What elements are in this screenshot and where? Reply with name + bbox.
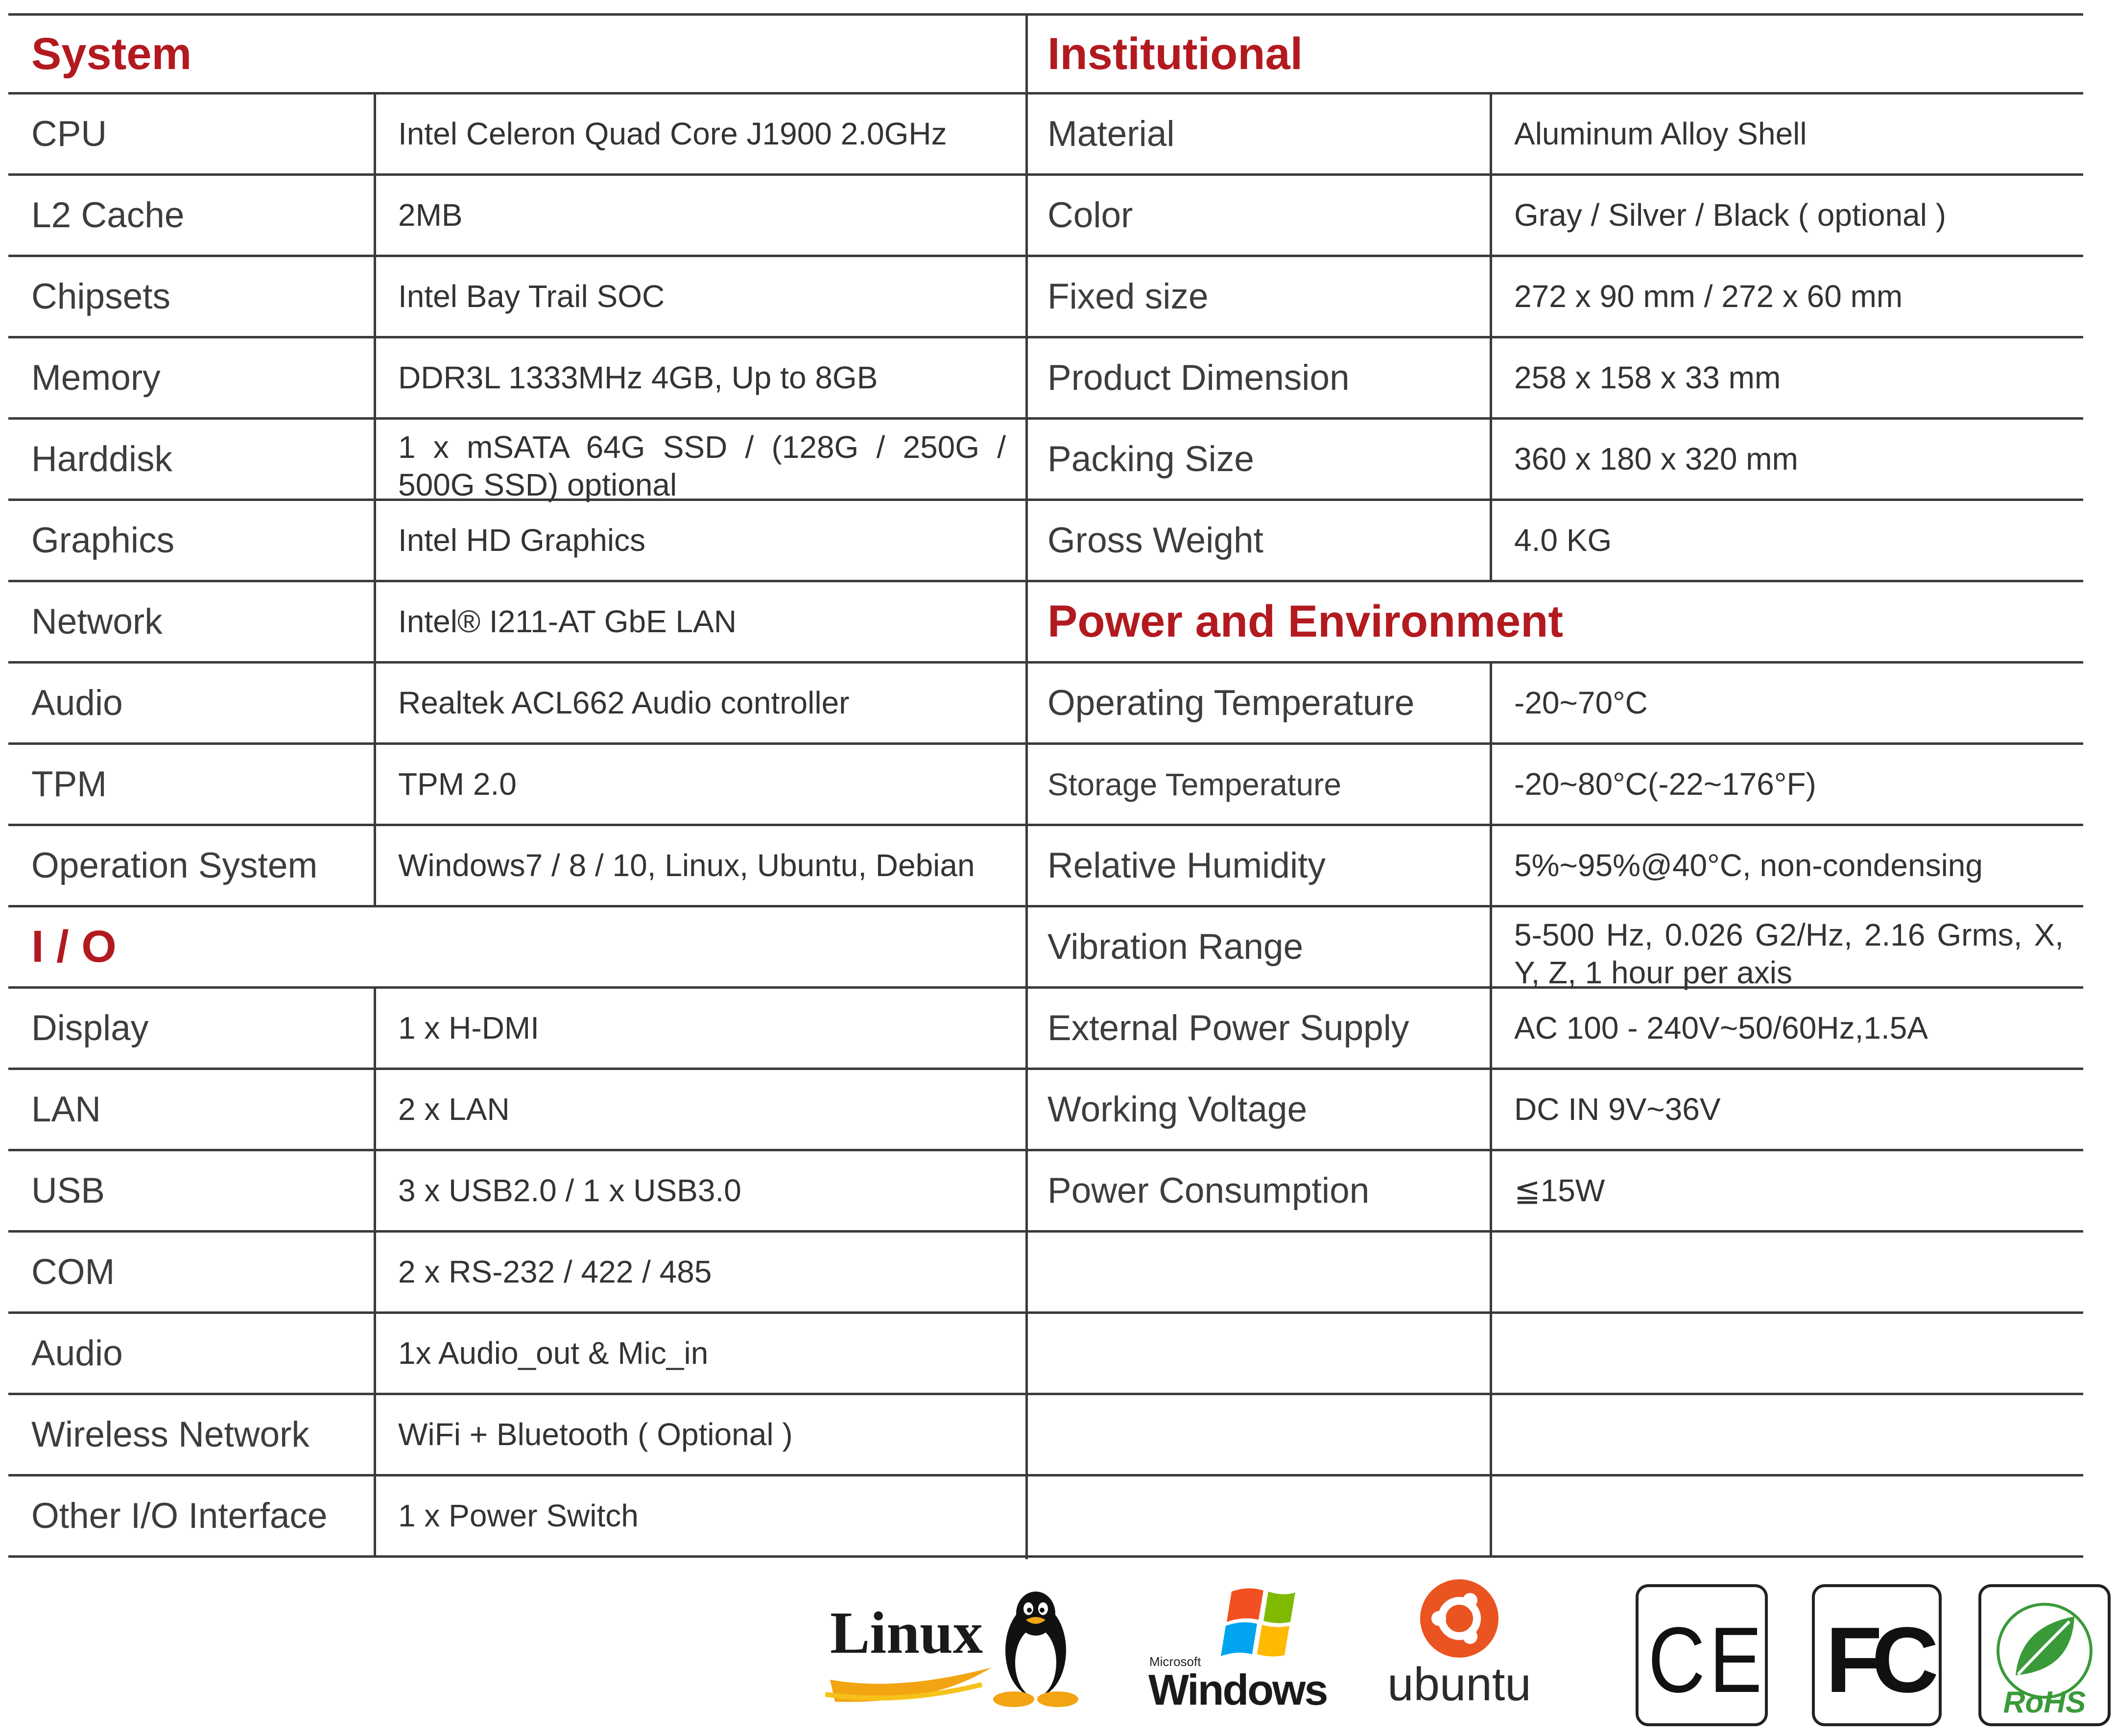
- empty-cell: [1490, 1476, 2083, 1555]
- spec-value: 1x Audio_out & Mic_in: [374, 1314, 1025, 1393]
- spec-label: Material: [1047, 114, 1175, 154]
- spec-row: [8, 1070, 1025, 1151]
- spec-label: Working Voltage: [1047, 1090, 1308, 1129]
- spec-value: WiFi + Bluetooth ( Optional ): [374, 1395, 1025, 1474]
- spec-row: [8, 664, 1025, 745]
- spec-row: [8, 826, 1025, 907]
- rohs-wordmark: RoHS: [2003, 1686, 2086, 1719]
- spec-value: -20~70°C: [1490, 664, 2083, 742]
- spec-row: [8, 745, 1025, 826]
- spec-value: -20~80°C(-22~176°F): [1490, 745, 2083, 824]
- spec-value: Gray / Silver / Black ( optional ): [1490, 176, 2083, 255]
- spec-value: Intel HD Graphics: [374, 501, 1025, 580]
- spec-value: ≦15W: [1490, 1151, 2083, 1230]
- ce-mark-icon: CE: [1648, 1608, 1766, 1712]
- spec-row: [8, 338, 1025, 420]
- windows-logo: [1148, 1577, 1325, 1714]
- spec-row: [1025, 338, 2083, 420]
- spec-value: 258 x 158 x 33 mm: [1490, 338, 2083, 417]
- spec-label: CPU: [31, 114, 107, 154]
- empty-cell: [1490, 1233, 2083, 1311]
- spec-row: [1025, 826, 2083, 907]
- spec-label: Fixed size: [1047, 277, 1209, 316]
- spec-label: Audio: [31, 1333, 123, 1373]
- empty-cell: [1490, 1314, 2083, 1393]
- spec-row: [8, 582, 1025, 664]
- spec-value: 4.0 KG: [1490, 501, 2083, 580]
- spec-label: Chipsets: [31, 277, 171, 316]
- spec-label: USB: [31, 1171, 105, 1211]
- spec-value: 2 x RS-232 / 422 / 485: [374, 1233, 1025, 1311]
- section-title: I / O: [31, 922, 117, 972]
- spec-value: DDR3L 1333MHz 4GB, Up to 8GB: [374, 338, 1025, 417]
- spec-value: 2 x LAN: [374, 1070, 1025, 1149]
- spec-value: 5-500 Hz, 0.026 G2/Hz, 2.16 Grms, X, Y, Z, 1 hour per axis: [1490, 907, 2083, 986]
- spec-sheet: [8, 13, 2083, 1559]
- spec-label: Graphics: [31, 521, 175, 560]
- spec-label: Wireless Network: [31, 1415, 309, 1454]
- spec-value: Aluminum Alloy Shell: [1490, 95, 2083, 173]
- spec-label: Operation System: [31, 846, 318, 885]
- spec-label: External Power Supply: [1047, 1008, 1409, 1048]
- spec-row: [1025, 95, 2083, 176]
- spec-row: [1025, 420, 2083, 501]
- spec-row: [8, 257, 1025, 338]
- spec-label: Relative Humidity: [1047, 846, 1326, 885]
- spec-value: Windows7 / 8 / 10, Linux, Ubuntu, Debian: [374, 826, 1025, 905]
- spec-row: [8, 989, 1025, 1070]
- spec-label: Network: [31, 602, 163, 642]
- spec-label: Display: [31, 1008, 149, 1048]
- spec-label: Audio: [31, 683, 123, 723]
- empty-row: [1025, 1476, 2083, 1558]
- spec-row: [8, 1314, 1025, 1395]
- spec-row: [1025, 907, 2083, 989]
- spec-row: [1025, 1151, 2083, 1233]
- windows-microsoft-label: Microsoft: [1149, 1654, 1201, 1669]
- section-heading-system: [8, 13, 1025, 95]
- spec-row: [8, 95, 1025, 176]
- spec-row: [1025, 664, 2083, 745]
- empty-cell: [1025, 1395, 1490, 1474]
- spec-value: 272 x 90 mm / 272 x 60 mm: [1490, 257, 2083, 336]
- fcc-mark-badge: [1812, 1584, 1942, 1726]
- empty-row: [1025, 1233, 2083, 1314]
- ce-mark-badge: [1636, 1584, 1768, 1726]
- spec-value: 1 x H-DMI: [374, 989, 1025, 1068]
- spec-value: Intel® I211-AT GbE LAN: [374, 582, 1025, 661]
- right-column: [1025, 13, 2083, 1559]
- ubuntu-logo: [1381, 1577, 1538, 1714]
- spec-row: [8, 420, 1025, 501]
- spec-label: Storage Temperature: [1047, 766, 1342, 802]
- spec-value: Intel Bay Trail SOC: [374, 257, 1025, 336]
- spec-value: 5%~95%@40°C, non-condensing: [1490, 826, 2083, 905]
- column-divider: [1025, 13, 1028, 1559]
- spec-value: AC 100 - 240V~50/60Hz,1.5A: [1490, 989, 2083, 1068]
- spec-label: Other I/O Interface: [31, 1496, 328, 1536]
- empty-row: [1025, 1395, 2083, 1476]
- empty-cell: [1025, 1314, 1490, 1393]
- linux-logo: [825, 1577, 1090, 1709]
- section-title: System: [31, 28, 192, 79]
- spec-value: DC IN 9V~36V: [1490, 1070, 2083, 1149]
- section-heading-io: [8, 907, 1025, 989]
- spec-label: Product Dimension: [1047, 358, 1350, 398]
- ubuntu-wordmark: ubuntu: [1387, 1658, 1531, 1711]
- spec-value: 2MB: [374, 176, 1025, 255]
- spec-label: Power Consumption: [1047, 1171, 1370, 1211]
- section-heading-institutional: [1025, 13, 2083, 95]
- spec-label: Vibration Range: [1047, 927, 1304, 967]
- spec-value: 1 x mSATA 64G SSD / (128G / 250G / 500G SSD) optional: [374, 420, 1025, 499]
- empty-cell: [1025, 1476, 1490, 1555]
- logo-strip: [0, 1567, 2116, 1736]
- spec-value: 360 x 180 x 320 mm: [1490, 420, 2083, 499]
- empty-cell: [1025, 1233, 1490, 1311]
- spec-value: Realtek ACL662 Audio controller: [374, 664, 1025, 742]
- spec-label: Harddisk: [31, 439, 173, 479]
- spec-row: [1025, 257, 2083, 338]
- section-heading-power: [1025, 582, 2083, 664]
- windows-wordmark: Windows: [1148, 1665, 1327, 1714]
- linux-wordmark: Linux: [830, 1600, 983, 1666]
- section-title: Power and Environment: [1047, 596, 1564, 646]
- spec-row: [1025, 989, 2083, 1070]
- spec-label: Operating Temperature: [1047, 683, 1415, 723]
- spec-row: [1025, 501, 2083, 582]
- spec-value: Intel Celeron Quad Core J1900 2.0GHz: [374, 95, 1025, 173]
- spec-row: [8, 1233, 1025, 1314]
- spec-value: TPM 2.0: [374, 745, 1025, 824]
- spec-value: 1 x Power Switch: [374, 1476, 1025, 1555]
- spec-label: L2 Cache: [31, 195, 185, 235]
- empty-row: [1025, 1314, 2083, 1395]
- section-title: Institutional: [1047, 28, 1303, 79]
- spec-label: TPM: [31, 764, 107, 804]
- spec-label: Gross Weight: [1047, 521, 1263, 560]
- spec-row: [8, 1395, 1025, 1476]
- spec-label: Packing Size: [1047, 439, 1254, 479]
- left-column: [8, 13, 1025, 1559]
- empty-cell: [1490, 1395, 2083, 1474]
- spec-row: [1025, 1070, 2083, 1151]
- spec-row: [1025, 176, 2083, 257]
- spec-value: 3 x USB2.0 / 1 x USB3.0: [374, 1151, 1025, 1230]
- ubuntu-circle-icon: [1381, 1577, 1538, 1660]
- spec-row: [8, 501, 1025, 582]
- fcc-mark-icon: FC: [1825, 1608, 1928, 1712]
- spec-label: Color: [1047, 195, 1133, 235]
- spec-row: [8, 176, 1025, 257]
- rohs-mark-badge: [1978, 1584, 2111, 1726]
- spec-label: COM: [31, 1252, 115, 1292]
- spec-label: Memory: [31, 358, 161, 398]
- spec-row: [8, 1151, 1025, 1233]
- spec-label: LAN: [31, 1090, 101, 1129]
- spec-row: [1025, 745, 2083, 826]
- spec-row: [8, 1476, 1025, 1558]
